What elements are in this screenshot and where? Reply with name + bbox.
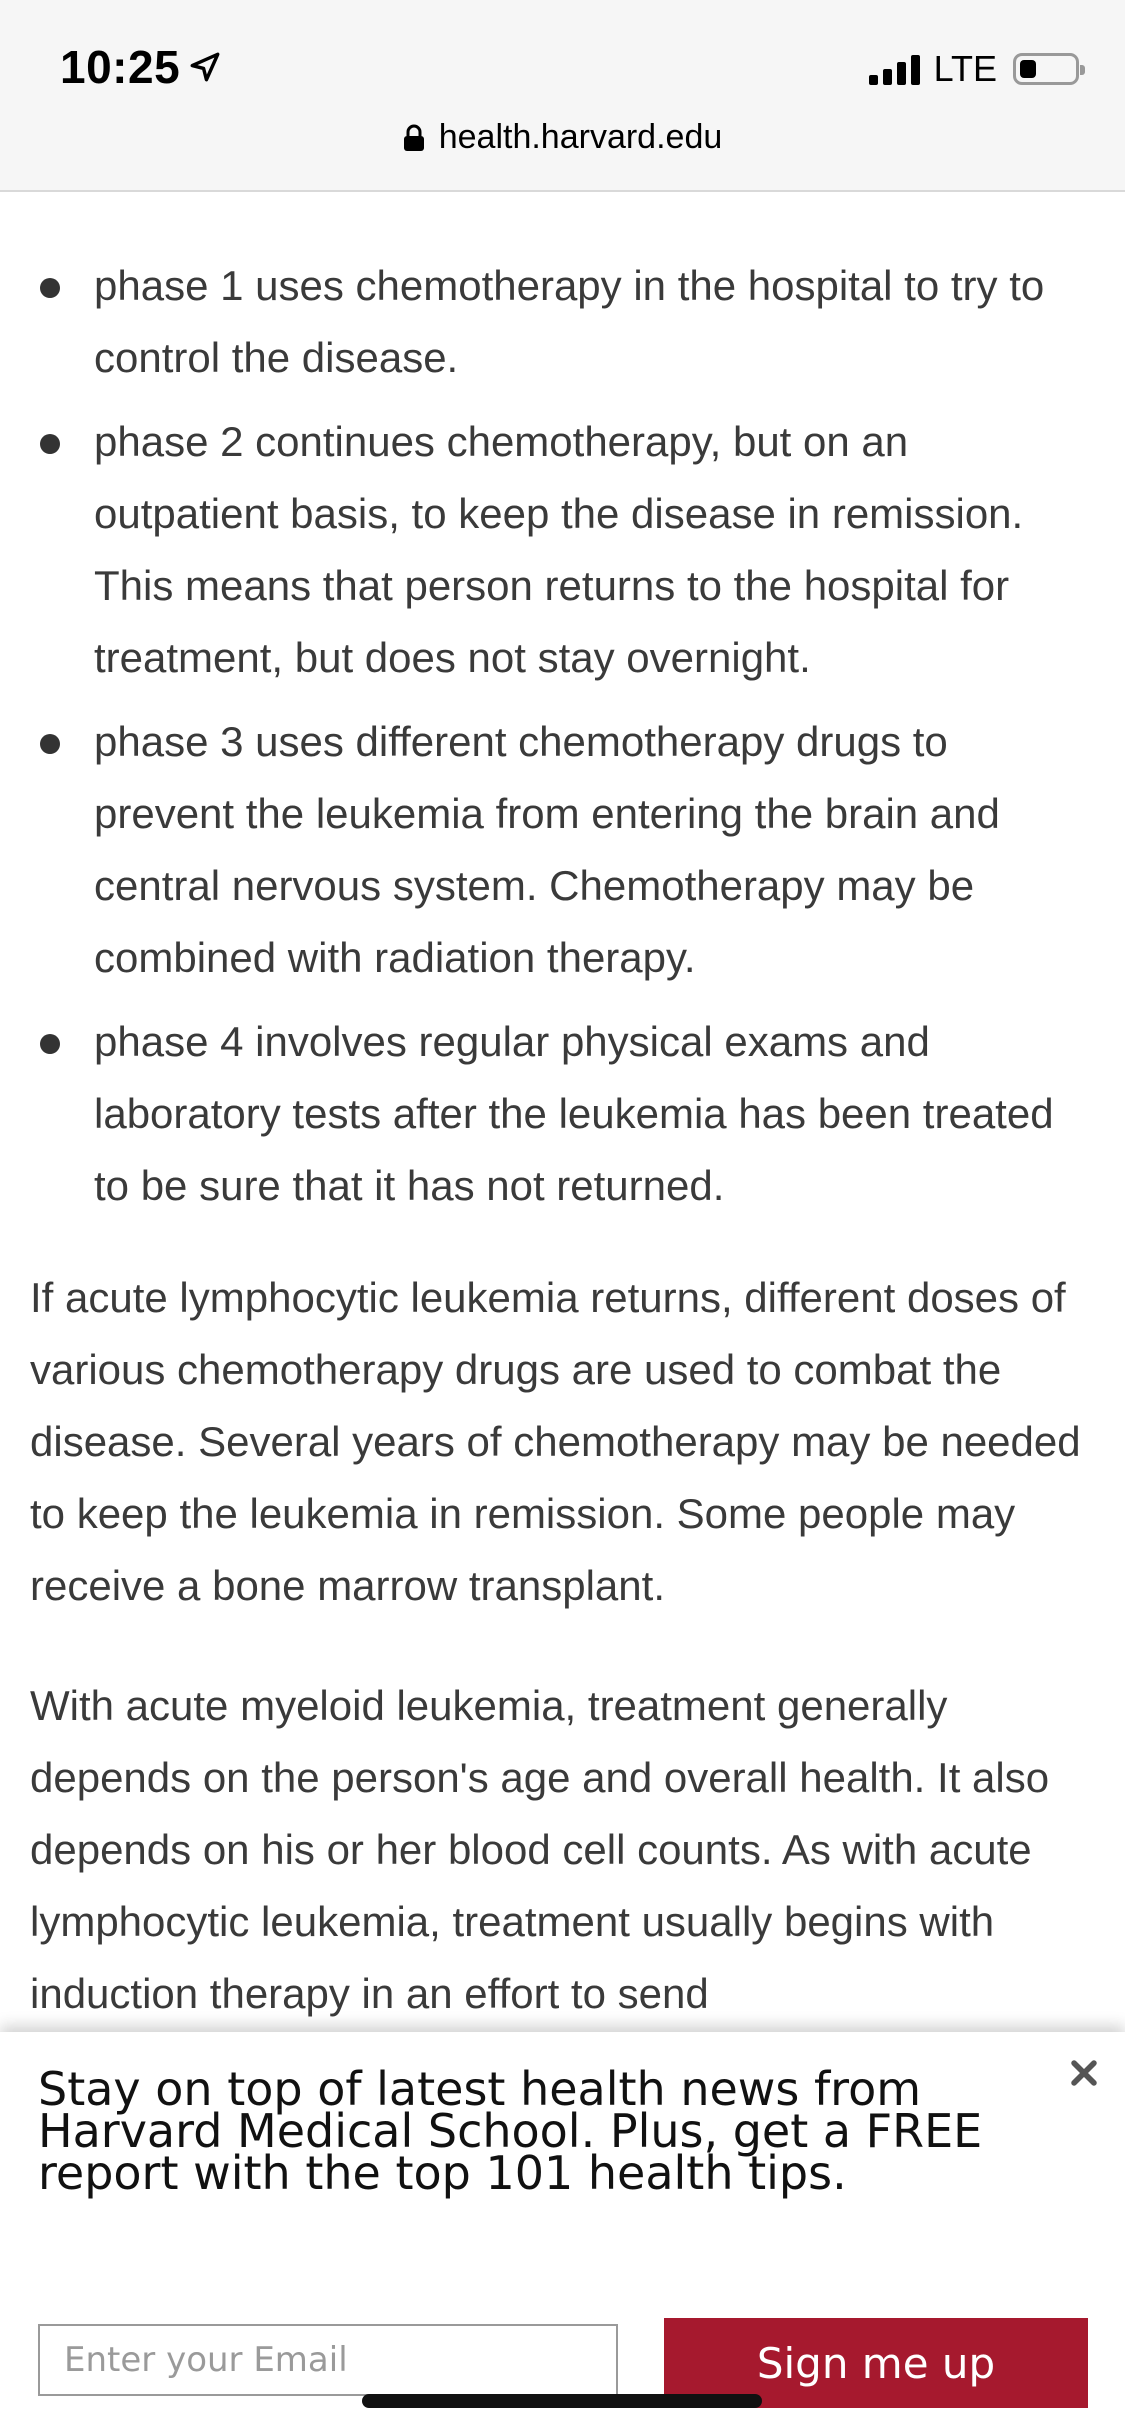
home-indicator[interactable] xyxy=(362,2394,762,2408)
battery-icon xyxy=(1013,53,1079,85)
list-item-text: phase 1 uses chemotherapy in the hospital to try to control the disease. xyxy=(94,262,1045,381)
cellular-signal-icon xyxy=(869,53,920,85)
battery-level-fill xyxy=(1020,60,1036,78)
phase-list xyxy=(30,250,1095,1222)
close-icon[interactable] xyxy=(1067,2056,1101,2090)
status-time-text: 10:25 xyxy=(60,41,181,93)
list-item xyxy=(30,706,1095,994)
browser-top-bar xyxy=(0,0,1125,192)
url-domain[interactable]: health.harvard.edu xyxy=(438,118,723,156)
sign-up-button[interactable]: Sign me up xyxy=(664,2318,1088,2408)
lock-icon xyxy=(403,124,425,152)
list-item xyxy=(30,406,1095,694)
newsletter-popup xyxy=(0,2032,1125,2436)
article-paragraph: With acute myeloid leukemia, treatment generally depends on the person's age and overall health. It also depends on his or her blood cell counts. As with acute lymphocytic leukemia, treatment usually begins with induction therapy in an effort to send xyxy=(30,1682,1050,2017)
network-type-label: LTE xyxy=(933,48,997,89)
url-bar[interactable] xyxy=(0,118,1125,157)
email-field[interactable] xyxy=(38,2324,618,2396)
list-item xyxy=(30,1006,1095,1222)
article-content xyxy=(0,192,1125,2030)
list-item xyxy=(30,250,1095,394)
location-arrow-icon xyxy=(188,50,222,84)
newsletter-message: Stay on top of latest health news from Harvard Medical School. Plus, get a FREE report with the top 101 health tips. xyxy=(38,2062,983,2200)
bullet-icon xyxy=(40,434,60,454)
bullet-icon xyxy=(40,1034,60,1054)
list-item-text: phase 4 involves regular physical exams and laboratory tests after the leukemia has been treated to be sure that it has not returned. xyxy=(94,1018,1054,1209)
status-bar-clock xyxy=(60,40,222,94)
status-indicators xyxy=(869,48,1079,90)
bullet-icon xyxy=(40,278,60,298)
list-item-text: phase 2 continues chemotherapy, but on an outpatient basis, to keep the disease in remission. This means that person returns to the hospital for treatment, but does not stay overnight. xyxy=(94,418,1024,681)
article-paragraph: If acute lymphocytic leukemia returns, different doses of various chemotherapy drugs are used to combat the disease. Several years of chemotherapy may be needed to keep the leukemia in remission. Some people may receive a bone marrow transplant. xyxy=(30,1274,1081,1609)
bullet-icon xyxy=(40,734,60,754)
list-item-text: phase 3 uses different chemotherapy drugs to prevent the leukemia from entering the brain and central nervous system. Chemotherapy may be combined with radiation therapy. xyxy=(94,718,1000,981)
